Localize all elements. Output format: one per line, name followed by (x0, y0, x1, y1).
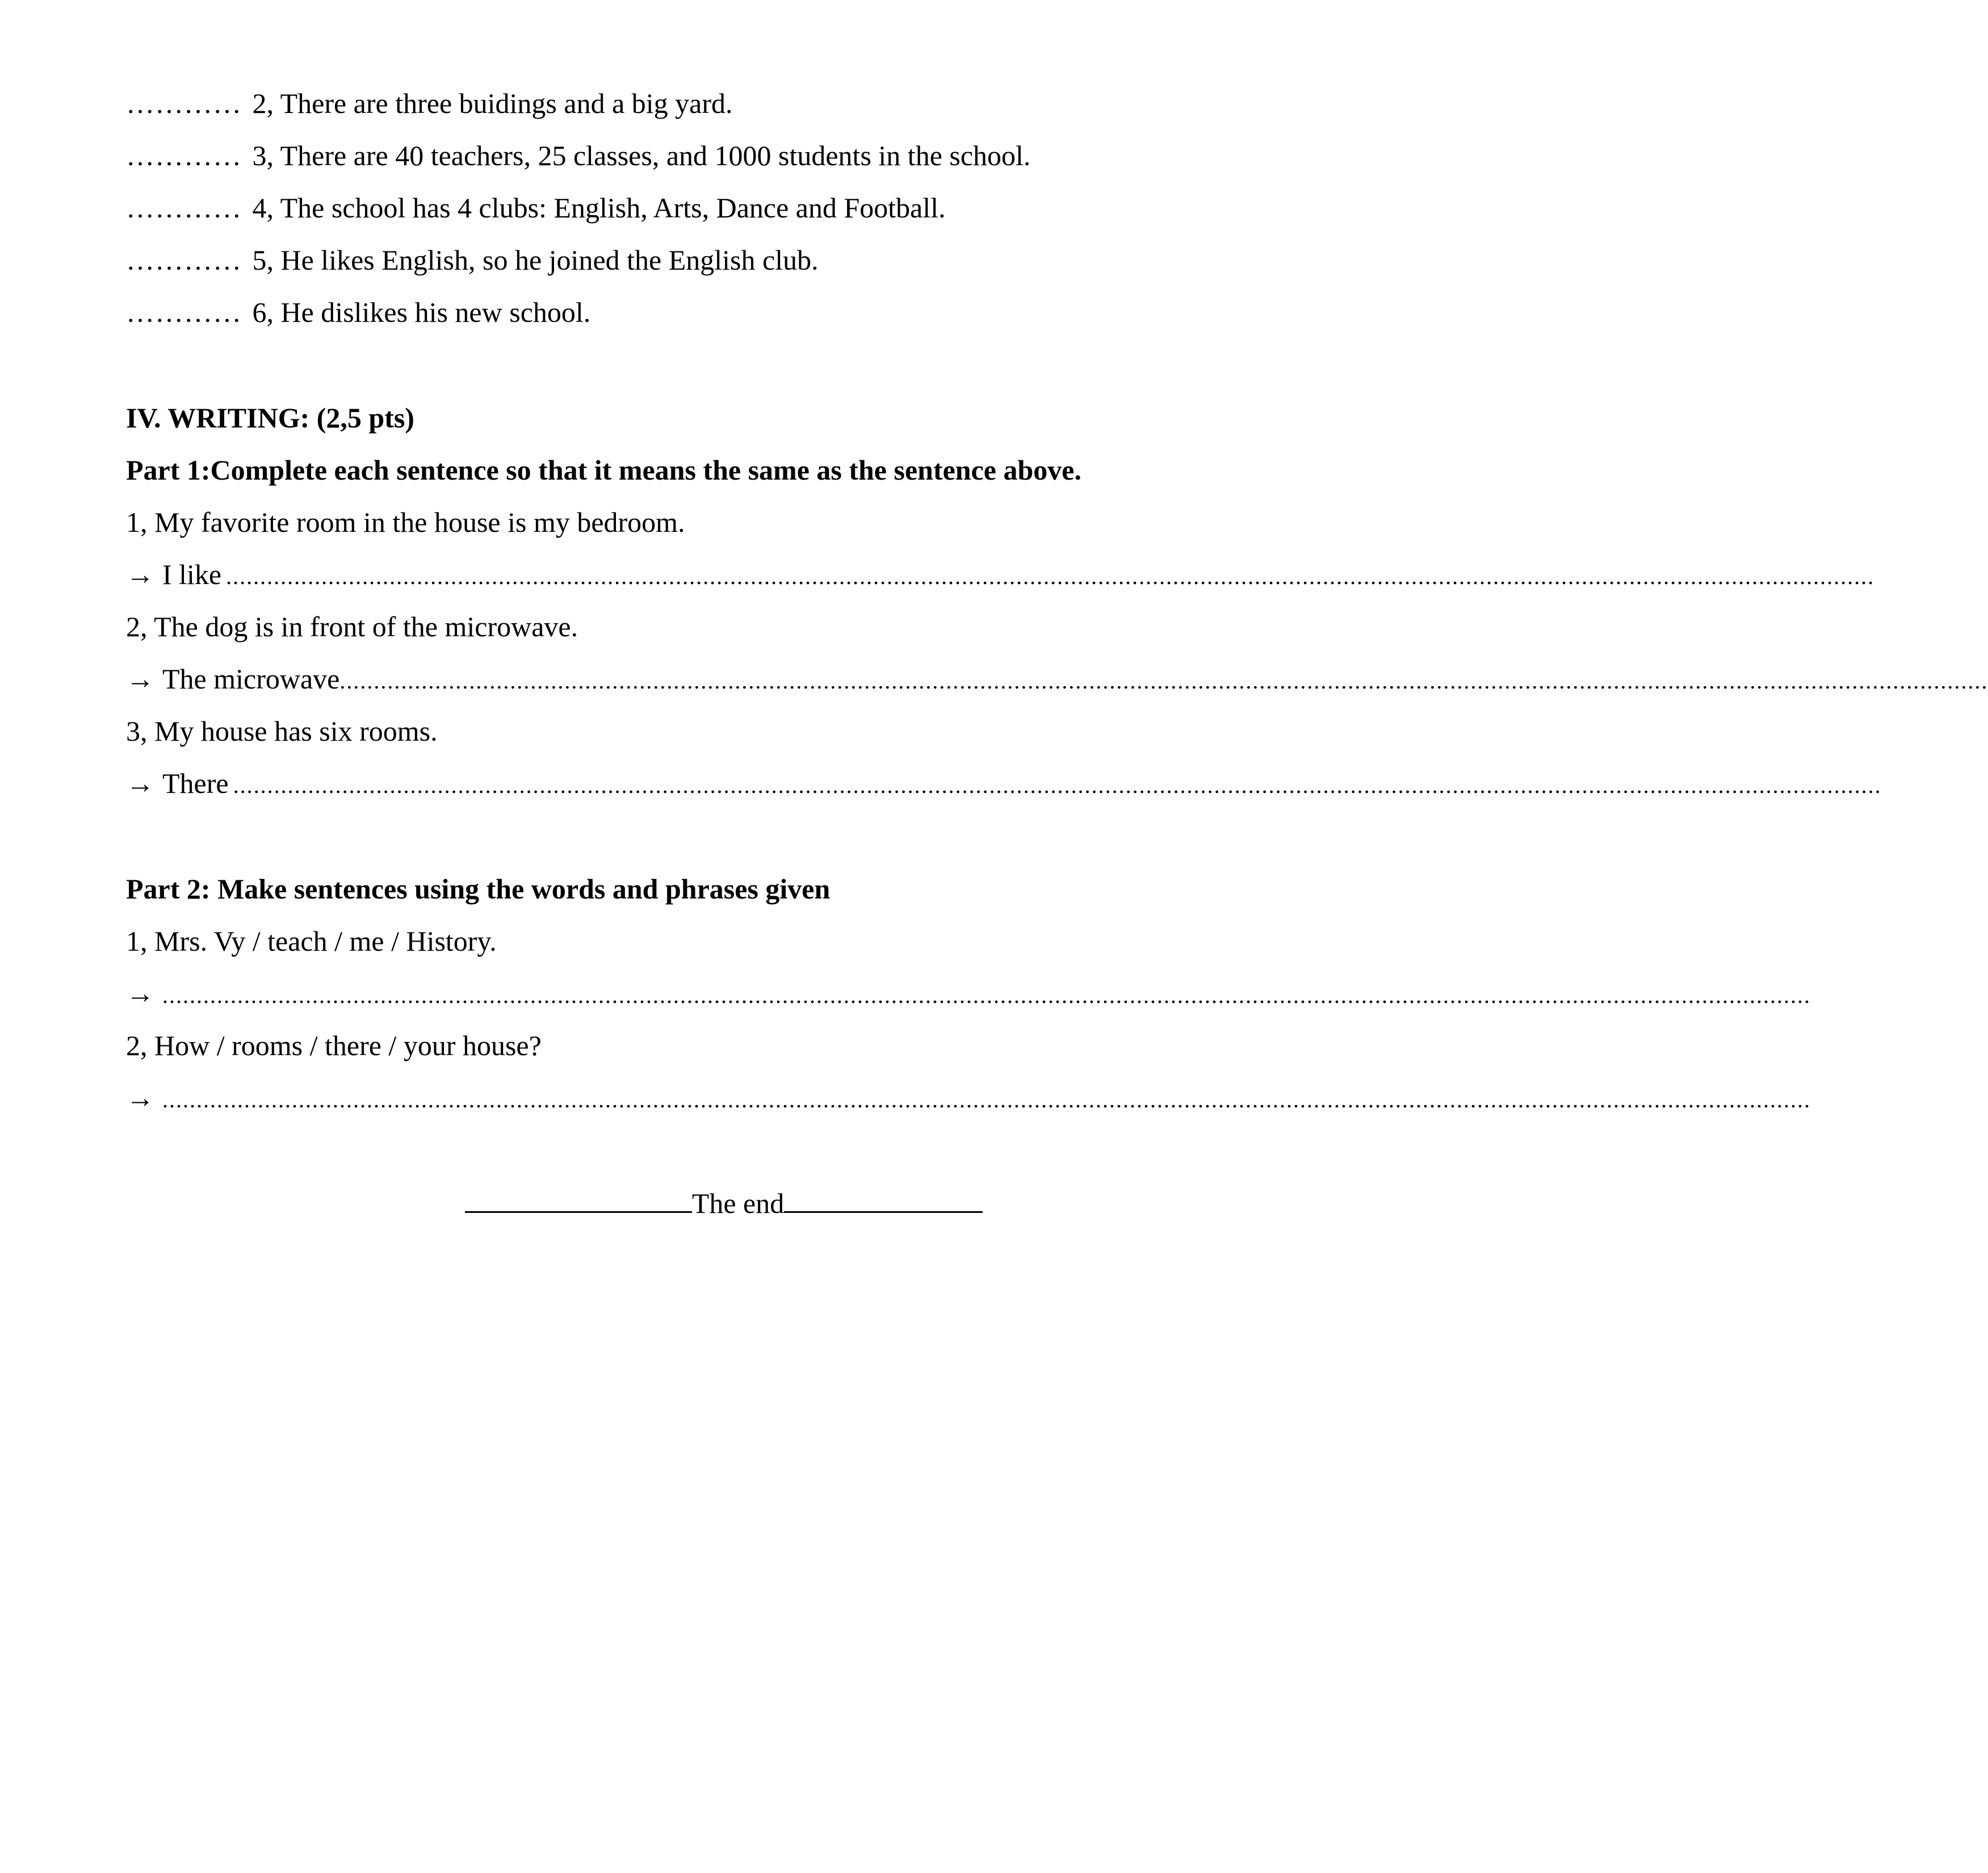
tf-item (126, 243, 1329, 277)
answer-dots[interactable]: .................................................................................................................................................................................................................................................. (226, 564, 1875, 589)
part2-answer-line[interactable] (126, 976, 1811, 1013)
answer-dots[interactable]: .................................................................................................................................................................................................................................................. (162, 1087, 1811, 1112)
tf-item (126, 295, 1329, 329)
tf-statement: 3, There are 40 teachers, 25 classes, and 1000 students in the school. (252, 140, 1031, 171)
part1-prompt: 2, The dog is in front of the microwave. (126, 611, 578, 642)
section-heading: IV. WRITING: (2,5 pts) (126, 402, 414, 434)
part2-prompt: 2, How / rooms / there / your house? (126, 1030, 542, 1061)
end-text: The end (691, 1187, 785, 1219)
divider-rule (784, 1186, 983, 1213)
part1-answer-line[interactable] (126, 766, 1882, 803)
tf-statement: 4, The school has 4 clubs: English, Arts, Dance and Football. (252, 192, 946, 224)
arrow-icon: → (126, 558, 154, 590)
answer-dots[interactable]: .................................................................................................................................................................................................................................................. (339, 668, 1988, 694)
arrow-icon: → (126, 767, 154, 799)
answer-blank[interactable]: ………… (126, 244, 242, 276)
answer-blank[interactable]: ………… (126, 87, 242, 119)
divider-rule (465, 1186, 692, 1213)
answer-dots[interactable]: .................................................................................................................................................................................................................................................. (233, 772, 1882, 798)
part1-answer-line[interactable] (126, 662, 1988, 698)
answer-dots[interactable]: .................................................................................................................................................................................................................................................. (162, 982, 1811, 1008)
tf-item (126, 138, 1329, 173)
tf-statement: 2, There are three buidings and a big yard. (252, 87, 733, 119)
answer-blank[interactable]: ………… (126, 140, 242, 171)
end-marker (0, 1186, 1448, 1220)
answer-lead: I like (162, 558, 222, 590)
arrow-icon: → (126, 663, 154, 695)
arrow-icon: → (126, 977, 154, 1009)
answer-lead: There (162, 767, 229, 799)
part1-answer-line[interactable] (126, 557, 1875, 594)
tf-item (126, 86, 1329, 120)
tf-statement: 5, He likes English, so he joined the English club. (252, 244, 819, 276)
arrow-icon: → (126, 1082, 154, 1114)
answer-blank[interactable]: ………… (126, 296, 242, 328)
answer-lead: The microwave (162, 663, 340, 695)
part2-prompt: 1, Mrs. Vy / teach / me / History. (126, 925, 497, 957)
part2-title: Part 2: Make sentences using the words and phrases given (126, 873, 831, 905)
part1-title: Part 1:Complete each sentence so that it means the same as the sentence above. (126, 454, 1081, 486)
tf-item (126, 191, 1329, 225)
tf-statement: 6, He dislikes his new school. (252, 296, 591, 328)
part2-answer-line[interactable] (126, 1081, 1811, 1117)
answer-blank[interactable]: ………… (126, 192, 242, 224)
part1-prompt: 1, My favorite room in the house is my bedroom. (126, 506, 685, 538)
part1-prompt: 3, My house has six rooms. (126, 715, 438, 747)
